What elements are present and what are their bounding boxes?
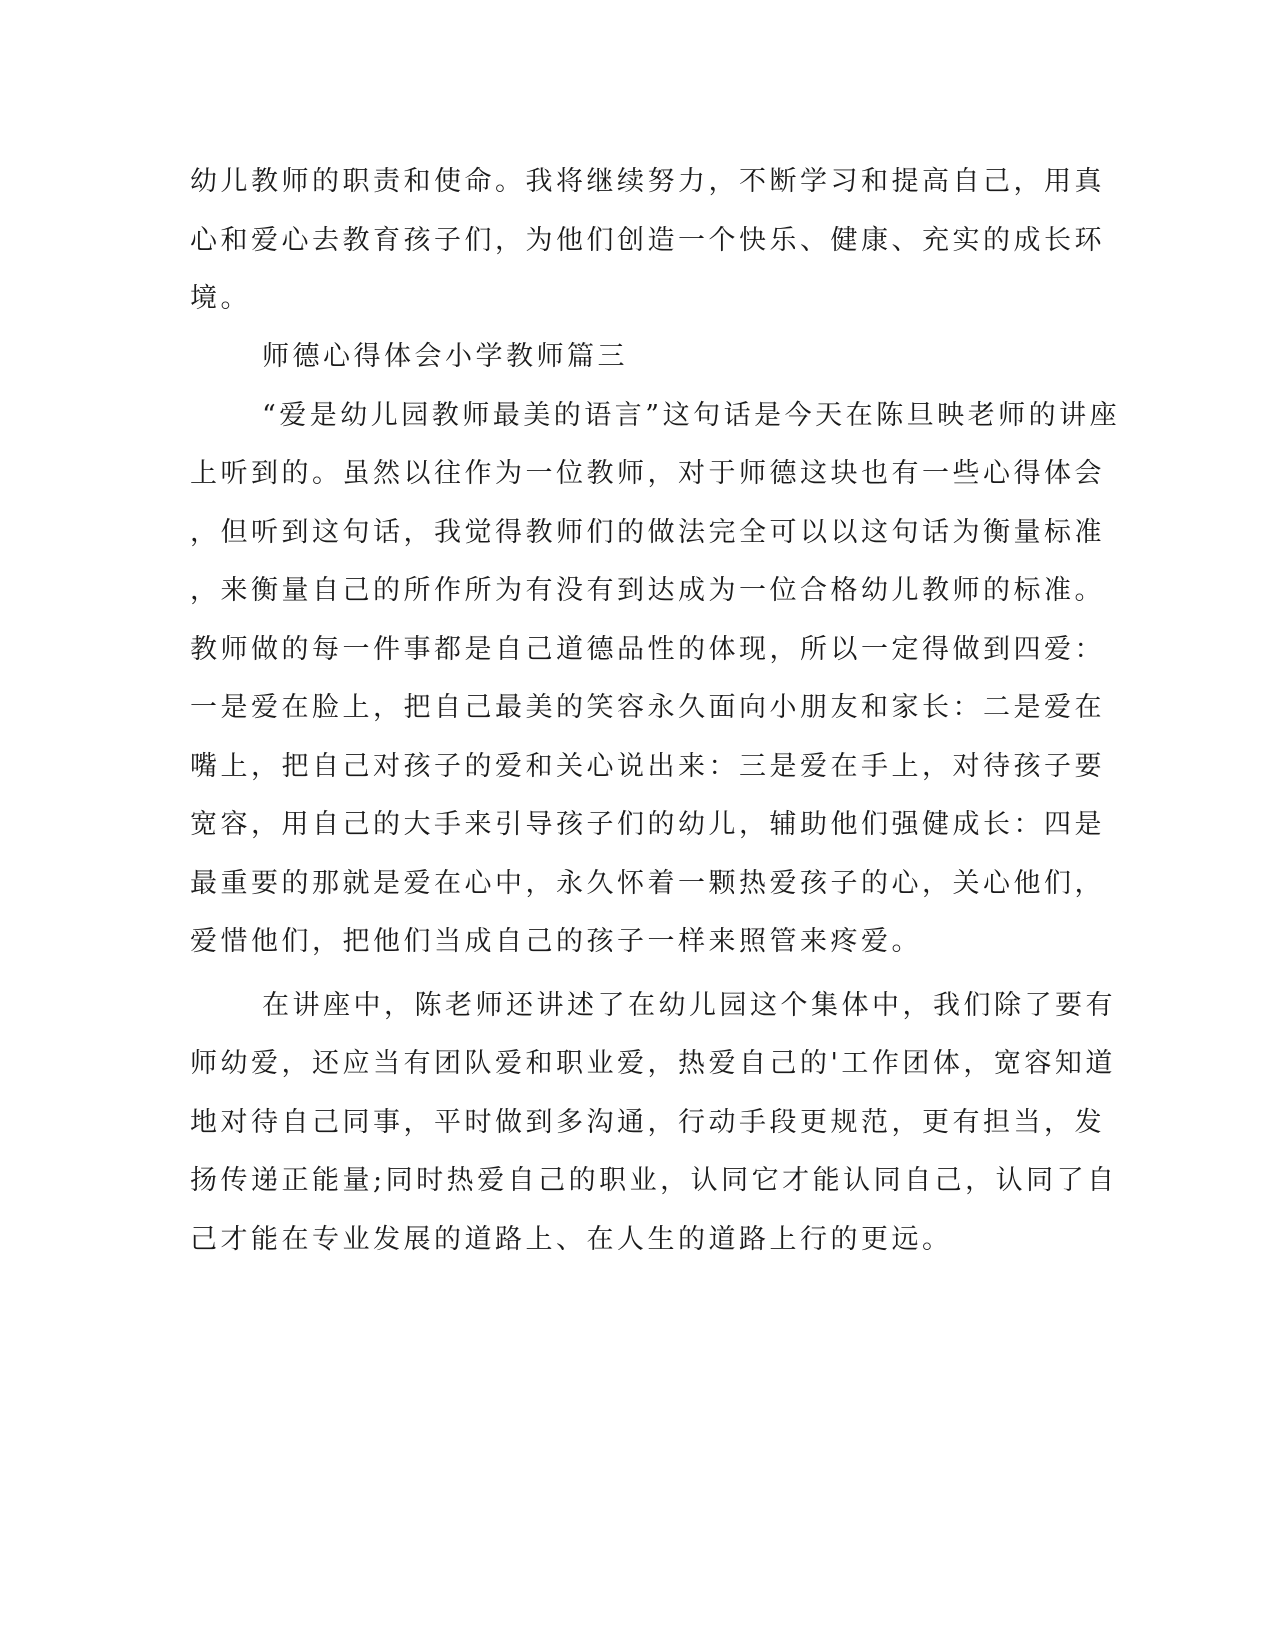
section-heading: 师德心得体会小学教师篇三 (262, 341, 628, 372)
text-line: 爱惜他们，把他们当成自己的孩子一样来照管来疼爱。 (190, 926, 922, 957)
text-line: 一是爱在脸上，把自己最美的笑容永久面向小朋友和家长：二是爱在 (190, 692, 1105, 723)
text-line: 宽容，用自己的大手来引导孩子们的幼儿，辅助他们强健成长：四是 (190, 809, 1105, 840)
text-line: 己才能在专业发展的道路上、在人生的道路上行的更远。 (190, 1224, 953, 1255)
text-line: 教师做的每一件事都是自己道德品性的体现，所以一定得做到四爱： (190, 634, 1105, 665)
text-line: 扬传递正能量;同时热爱自己的职业，认同它才能认同自己，认同了自 (190, 1165, 1118, 1196)
text-line: 境。 (190, 283, 251, 314)
text-line: 上听到的。虽然以往作为一位教师，对于师德这块也有一些心得体会 (190, 458, 1105, 489)
text-line: 心和爱心去教育孩子们，为他们创造一个快乐、健康、充实的成长环 (190, 225, 1105, 256)
text-line: “爱是幼儿园教师最美的语言”这句话是今天在陈旦映老师的讲座 (262, 400, 1121, 431)
text-line: 师幼爱，还应当有团队爱和职业爱，热爱自己的'工作团体，宽容知道 (190, 1048, 1116, 1079)
text-line: ，来衡量自己的所作所为有没有到达成为一位合格幼儿教师的标准。 (190, 575, 1105, 606)
text-line: 地对待自己同事，平时做到多沟通，行动手段更规范，更有担当，发 (190, 1107, 1105, 1138)
text-line: 嘴上，把自己对孩子的爱和关心说出来：三是爱在手上，对待孩子要 (190, 751, 1105, 782)
text-line: 最重要的那就是爱在心中，永久怀着一颗热爱孩子的心，关心他们， (190, 868, 1105, 899)
text-line: 幼儿教师的职责和使命。我将继续努力，不断学习和提高自己，用真 (190, 166, 1105, 197)
text-line: ，但听到这句话，我觉得教师们的做法完全可以以这句话为衡量标准 (190, 517, 1105, 548)
text-line: 在讲座中，陈老师还讲述了在幼儿园这个集体中，我们除了要有 (262, 990, 1116, 1021)
